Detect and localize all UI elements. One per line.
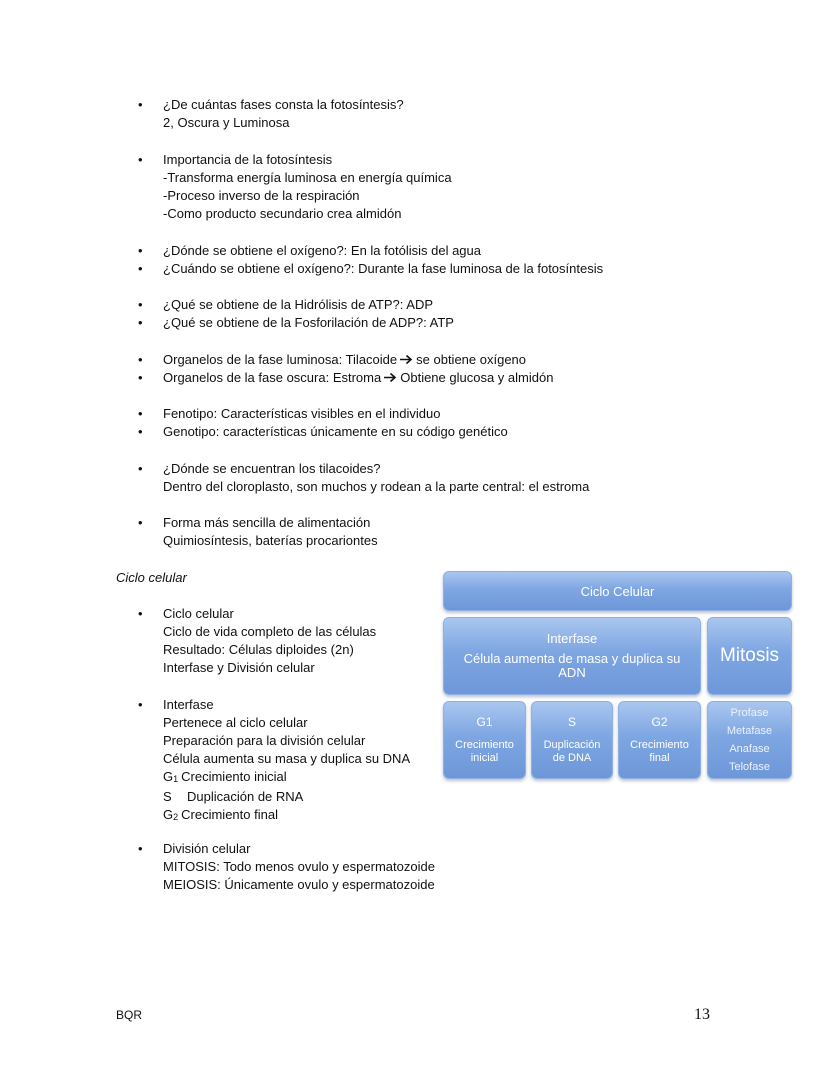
question-block-1: • ¿De cuántas fases consta la fotosíntesis? 2, Oscura y Luminosa — [138, 97, 404, 130]
phase-metafase: Metafase — [726, 725, 773, 737]
diagram-interfase-box: Interfase Célula aumenta de masa y duplica su ADN — [443, 617, 701, 695]
question-text: Importancia de la fotosíntesis — [163, 152, 333, 167]
organelo-result: Obtiene glucosa y almidón — [400, 370, 554, 385]
organelo-result: se obtiene oxígeno — [416, 352, 527, 367]
topic-text: División celular — [163, 841, 251, 856]
question-text: ¿Cuándo se obtiene el oxígeno?: Durante la fase luminosa de la fotosíntesis — [163, 261, 604, 276]
question-block-2: • Importancia de la fotosíntesis -Transforma energía luminosa en energía química -Proceso inverso de la respiración -Como producto secundario crea almidón — [138, 152, 452, 221]
question-text: ¿Qué se obtiene de la Fosforilación de ADP?: ATP — [163, 315, 454, 330]
diagram-mitosis-phases-box — [707, 701, 792, 779]
question-text: Forma más sencilla de alimentación — [163, 515, 371, 530]
section-heading: Ciclo celular — [116, 570, 187, 585]
ciclo-celular-block: • Ciclo celular Ciclo de vida completo de las células Resultado: Células diploides (2n) Interfase y División celular — [138, 606, 377, 675]
right-arrow-icon — [383, 372, 397, 383]
question-block-3: • ¿Dónde se obtiene el oxígeno?: En la fotólisis del agua • ¿Cuándo se obtiene el oxígeno?: Durante la fase luminosa de la fotosíntesis — [138, 243, 604, 276]
detail-text: Preparación para la división celular — [163, 733, 366, 748]
answer-text: Dentro del cloroplasto, son muchos y rodean a la parte central: el estroma — [163, 479, 590, 494]
question-text: ¿De cuántas fases consta la fotosíntesis? — [163, 97, 404, 112]
phase-profase: Profase — [730, 707, 769, 719]
answer-text: -Proceso inverso de la respiración — [163, 188, 360, 203]
organelo-text: Organelos de la fase oscura: Estroma — [163, 370, 382, 385]
answer-text: -Transforma energía luminosa en energía química — [163, 170, 452, 185]
question-text: ¿Qué se obtiene de la Hidrólisis de ATP?: ADP — [163, 297, 434, 312]
phase-telofase: Telofase — [729, 761, 770, 773]
detail-text: Pertenece al ciclo celular — [163, 715, 308, 730]
phase-line-g2: G2 Crecimiento final — [163, 807, 278, 822]
answer-text: Quimiosíntesis, baterías procariontes — [163, 533, 378, 548]
question-text: ¿Dónde se obtiene el oxígeno?: En la fotólisis del agua — [163, 243, 481, 258]
diagram-s-box: S Duplicación de DNA — [531, 701, 613, 779]
organelos-block: • Organelos de la fase luminosa: Tilacoide se obtiene oxígeno • Organelos de la fase oscura: Estroma Obtiene glucosa y almidón — [138, 352, 554, 385]
question-block-7: • ¿Dónde se encuentran los tilacoides? Dentro del cloroplasto, son muchos y rodean a la parte central: el estroma — [138, 461, 590, 494]
phase-line-g1: G1 Crecimiento inicial — [163, 769, 287, 784]
diagram-mitosis-box: Mitosis — [707, 617, 792, 695]
diagram-g1-box: G1 Crecimiento inicial — [443, 701, 526, 779]
detail-text: MEIOSIS: Únicamente ovulo y espermatozoide — [163, 877, 435, 892]
division-celular-block: • División celular MITOSIS: Todo menos ovulo y espermatozoide MEIOSIS: Únicamente ovulo y espermatozoide — [138, 841, 435, 892]
question-text: ¿Dónde se encuentran los tilacoides? — [163, 461, 381, 476]
phase-anafase: Anafase — [729, 743, 770, 755]
detail-text: Célula aumenta su masa y duplica su DNA — [163, 751, 411, 766]
diagram-g2-box: G2 Crecimiento final — [618, 701, 701, 779]
question-text: Fenotipo: Características visibles en el individuo — [163, 406, 441, 421]
question-text: Genotipo: características únicamente en su código genético — [163, 424, 508, 439]
interfase-block: • Interfase Pertenece al ciclo celular Preparación para la división celular Célula aumenta su masa y duplica su DNA G1 Crecimiento inicial S Duplicación de RNA G2 Crecimiento final — [138, 696, 410, 826]
detail-text: Interfase y División celular — [163, 660, 315, 675]
page-number: 13 — [694, 1006, 710, 1023]
question-block-8: • Forma más sencilla de alimentación Quimiosíntesis, baterías procariontes — [138, 515, 378, 548]
topic-text: Interfase — [163, 697, 214, 712]
answer-text: -Como producto secundario crea almidón — [163, 206, 402, 221]
organelo-text: Organelos de la fase luminosa: Tilacoide — [163, 352, 398, 367]
diagram-header-box: Ciclo Celular — [443, 571, 792, 611]
footer-initials: BQR — [116, 1008, 143, 1022]
detail-text: Ciclo de vida completo de las células — [163, 624, 377, 639]
question-block-4: • ¿Qué se obtiene de la Hidrólisis de ATP?: ADP • ¿Qué se obtiene de la Fosforilación de ADP?: ATP — [138, 297, 454, 330]
question-block-6: • Fenotipo: Características visibles en el individuo • Genotipo: características únicamente en su código genético — [138, 406, 508, 439]
phase-line-s: S Duplicación de RNA — [163, 789, 304, 804]
detail-text: MITOSIS: Todo menos ovulo y espermatozoide — [163, 859, 435, 874]
answer-text: 2, Oscura y Luminosa — [163, 115, 290, 130]
detail-text: Resultado: Células diploides (2n) — [163, 642, 354, 657]
topic-text: Ciclo celular — [163, 606, 234, 621]
right-arrow-icon — [399, 354, 413, 365]
